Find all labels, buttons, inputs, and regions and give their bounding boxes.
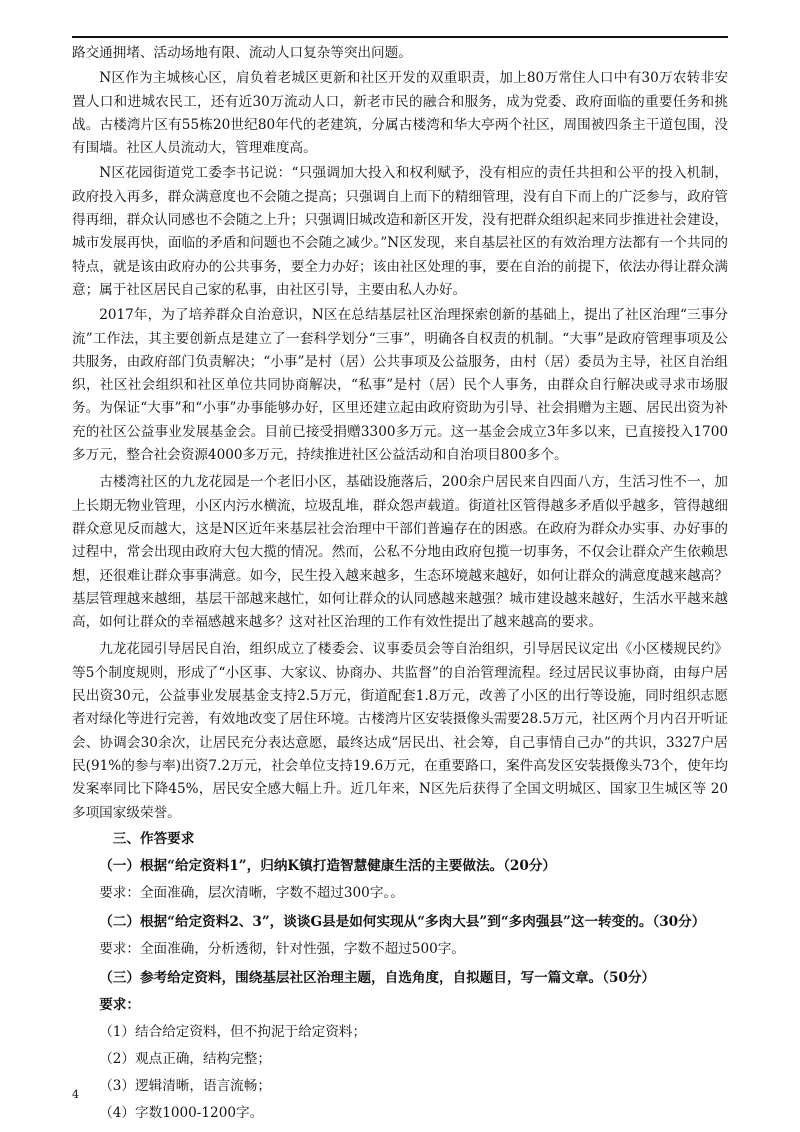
question-3-requirement-heading: 要求： <box>99 996 140 1013</box>
paragraph-jiulong-garden: 古楼湾社区的九龙花园是一个老旧小区，基础设施落后，200余户居民来自四面八方，生活习性不一，加上长期无物业管理，小区内污水横流，垃圾乱堆，群众怨声载道。街道社区管得越多矛盾似乎越多，管得越细群众意见反而越大，这是N区近年来基层社会治理中干部们普遍存在的困惑。在政府为群众办实事、办好事的过程中，常会出现由政府大包大揽的情况。然而，公私不分地由政府包揽一切事务，不仅会让群众产生依赖思想，还很难让群众事事满意。如今，民生投入越来越多，生态环境越来越好，如何让群众的满意度越来越高？基层管理越来越细，基层干部越来越忙，如何让群众的认同感越来越强？城市建设越来越好，生活水平越来越高，如何让群众的幸福感越来越多？这对社区治理的工作有效性提出了越来越高的要求。 <box>72 474 728 631</box>
question-1-title: （一）根据“给定资料1”，归纳K镇打造智慧健康生活的主要做法。（20分） <box>99 857 557 874</box>
question-2-title: （二）根据“给定资料2、3”，谈谈G县是如何实现从“多肉大县”到“多肉强县”这一转变的。（30分） <box>99 913 706 930</box>
paragraph-secretary-quote: N区花园街道党工委李书记说：“只强调加大投入和权利赋予，没有相应的责任共担和公平的投入机制，政府投入再多，群众满意度也不会随之提高；只强调自上而下的精细管理，没有自下而上的广泛参与，政府管得再细，群众认同感也不会随之上升；只强调旧城改造和新区开发，没有把群众组织起来同步推进社会建设，城市发展再快，面临的矛盾和问题也不会随之减少。”N区发现，来自基层社区的有效治理方法都有一个共同的特点，就是该由政府办的公共事务，要全力办好；该由社区处理的事，要在自治的前提下，依法办得让群众满意；属于社区居民自己家的私事，由社区引导，主要由私人办好。 <box>72 165 728 298</box>
requirement-item: （4）字数1000-1200字。 <box>99 1104 264 1121</box>
page-number: 4 <box>72 1088 79 1101</box>
section-heading: 三、作答要求 <box>112 830 195 847</box>
paragraph-n-district: N区作为主城核心区，肩负着老城区更新和社区开发的双重职责，加上80万常住人口中有30万农转非安置人口和进城农民工，还有近30万流动人口，新老市民的融合和服务，成为党委、政府面临的重要任务和挑战。古楼湾片区有55栋20世纪80年代的老建筑，分属古楼湾和华大亭两个社区，周围被四条主干道包围，没有围墙。社区人员流动大，管理难度高。 <box>72 70 728 157</box>
document-body <box>72 42 728 1128</box>
requirement-item: （1）结合给定资料，但不拘泥于给定资料； <box>99 1023 367 1040</box>
header-rule <box>72 36 728 38</box>
paragraph-continuation: 路交通拥堵、活动场地有限、流动人口复杂等突出问题。 <box>72 45 412 61</box>
question-3-title: （三）参考给定资料，围绕基层社区治理主题，自选角度，自拟题目，写一篇文章。（50分） <box>99 969 656 986</box>
paragraph-resident-autonomy: 九龙花园引导居民自治，组织成立了楼委会、议事委员会等自治组织，引导居民议定出《小区楼规民约》等5个制度规则，形成了“小区事、大家议、协商办、共监督”的自治管理流程。经过居民议事协商，由每户居民出资30元，公益事业发展基金支持2.5万元，街道配套1.8万元，改善了小区的出行等设施，同时组织志愿者对绿化等进行完善，有效地改变了居住环境。古楼湾片区安装摄像头需要28.5万元，社区两个月内召开听证会、协调会30余次，让居民充分表达意愿，最终达成“居民出、社会筹，自己事情自己办”的共识，3327户居民(91%的参与率)出资7.2万元，社会单位支持19.6万元，在重要路口，案件高发区安装摄像头73个，使年均发案率同比下降45%，居民安全感大幅上升。近几年来，N区先后获得了全国文明城区、国家卫生城区等 20 多项国家级荣誉。 <box>72 641 728 821</box>
question-1-requirement: 要求：全面准确，层次清晰，字数不超过300字。。 <box>99 884 404 901</box>
requirement-item: （3）逻辑清晰，语言流畅； <box>99 1077 271 1094</box>
requirement-item: （2）观点正确，结构完整； <box>99 1050 271 1067</box>
question-2-requirement: 要求：全面准确，分析透彻，针对性强，字数不超过500字。 <box>99 940 465 957</box>
paragraph-three-affairs: 2017年，为了培养群众自治意识，N区在总结基层社区治理探索创新的基础上，提出了社区治理“三事分流”工作法，其主要创新点是建立了一套科学划分“三事”，明确各自权责的机制。“大事”是政府管理事项及公共服务，由政府部门负责解决；“小事”是村（居）公共事项及公益服务，由村（居）委员为主导，社区自治组织，社区社会组织和社区单位共同协商解决，“私事”是村（居）民个人事务，由群众自行解决或寻求市场服务。为保证“大事”和“小事”办事能够办好，区里还建立起由政府资助为引导、社会捐赠为主题、居民出资为补充的社区公益事业发展基金会。目前已接受捐赠3300多万元。这一基金会成立3年多以来，已直接投入1700多万元，整合社会资源4000多万元，持续推进社区公益活动和自治项目800多个。 <box>72 307 728 464</box>
